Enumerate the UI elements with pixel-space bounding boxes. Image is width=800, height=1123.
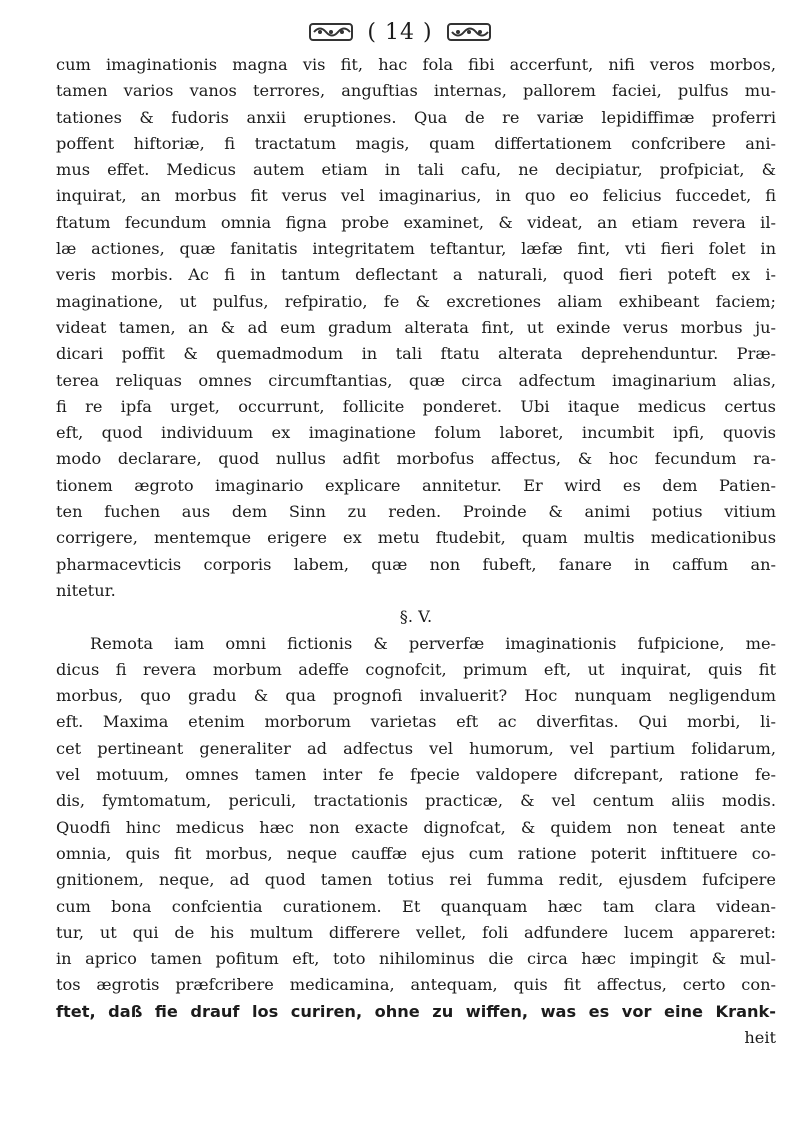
text-line: vel motuum, omnes tamen inter fe fpecie valdopere difcrepant, ratione fe- (56, 765, 776, 785)
text-line: eft, quod individuum ex imaginatione folum laboret, incumbit ipfi, quovis (56, 423, 776, 443)
text-line: veris morbis. Ac fi in tantum deflectant a naturali, quod fieri poteft ex i- (56, 265, 776, 285)
text-line: omnia, quis fit morbus, neque cauffæ ejus cum ratione poterit inftituere co- (56, 843, 776, 863)
ornament-right-icon (447, 21, 491, 43)
text-line: videat tamen, an & ad eum gradum alterata fint, ut exinde verus morbus ju- (56, 317, 776, 337)
text-line: tationes & fudoris anxii eruptiones. Qua de re variæ lepidiffimæ proferri (56, 107, 776, 127)
text-line: pharmacevticis corporis labem, quæ non fubeft, fanare in caffum an- (56, 554, 776, 574)
text-line: ftet, daß fie drauf los curiren, ohne zu wiffen, was es vor eine Krank- (56, 1001, 776, 1021)
text-line: cum imaginationis magna vis fit, hac fola fibi accerfunt, nifi veros morbos, (56, 55, 776, 74)
text-line: læ actiones, quæ fanitatis integritatem teftantur, læfæ fint, vti fieri folet in (56, 239, 776, 259)
text-line: gnitionem, neque, ad quod tamen totius rei fumma redit, ejusdem fufcipere (56, 870, 776, 890)
text-line: morbus, quo gradu & qua prognofi invaluerit? Hoc nunquam negligendum (56, 686, 776, 706)
text-line: dicus fi revera morbum adeffe cognofcit, primum eft, ut inquirat, quis fit (56, 659, 776, 679)
text-line: cet pertineant generaliter ad adfectus vel humorum, vel partium folidarum, (56, 738, 776, 758)
text-line: tamen varios vanos terrores, anguftias internas, pallorem faciei, pulfus mu- (56, 81, 776, 101)
text-line: modo declarare, quod nullus adfit morbofus affectus, & hoc fecundum ra- (56, 449, 776, 469)
text-line: inquirat, an morbus fit verus vel imaginarius, in quo eo felicius fuccedet, fi (56, 186, 776, 206)
text-line: Remota iam omni fictionis & perverfæ imaginationis fufpicione, me- (90, 633, 776, 653)
text-line: terea reliquas omnes circumftantias, quæ circa adfectum imaginarium alias, (56, 370, 776, 390)
page-header (0, 10, 800, 54)
text-line: ten fuchen aus dem Sinn zu reden. Proinde & animi potius vitium (56, 502, 776, 522)
text-line: eft. Maxima etenim morborum varietas eft ac diverfitas. Qui morbi, li- (56, 712, 776, 732)
text-line: maginatione, ut pulfus, refpiratio, fe & excretiones aliam exhibeant faciem; (56, 291, 776, 311)
text-line: tur, ut qui de his multum differere vellet, foli adfundere lucem appareret: (56, 922, 776, 942)
section-heading: §. V. (399, 607, 433, 627)
body-text (56, 52, 776, 1051)
text-line: in aprico tamen pofitum eft, toto nihilominus die circa hæc impingit & mul- (56, 949, 776, 969)
page-number: ( 14 ) (367, 19, 433, 45)
text-line: tionem ægroto imaginario explicare annitetur. Er wird es dem Patien- (56, 475, 776, 495)
text-line: mus effet. Medicus autem etiam in tali cafu, ne decipiatur, profpiciat, & (56, 160, 776, 180)
text-line: corrigere, mentemque erigere ex metu ftudebit, quam multis medicationibus (56, 528, 776, 548)
text-line: Quodfi hinc medicus hæc non exacte dignofcat, & quidem non teneat ante (56, 817, 776, 837)
catchword: heit (744, 1027, 776, 1047)
text-line: tos ægrotis præfcribere medicamina, antequam, quis fit affectus, certo con- (56, 975, 776, 995)
text-line: dis, fymtomatum, periculi, tractationis practicæ, & vel centum aliis modis. (56, 791, 776, 811)
text-line: fi re ipfa urget, occurrunt, follicite ponderet. Ubi itaque medicus certus (56, 396, 776, 416)
ornament-left-icon (309, 21, 353, 43)
text-line: poffent hiftoriæ, fi tractatum magis, quam differtationem confcribere ani- (56, 133, 776, 153)
text-line: cum bona confcientia curationem. Et quanquam hæc tam clara videan- (56, 896, 776, 916)
text-line: dicari poffit & quemadmodum in tali ftatu alterata deprehenduntur. Præ- (56, 344, 776, 364)
text-line: nitetur. (56, 580, 116, 600)
text-line: ftatum fecundum omnia figna probe examinet, & videat, an etiam revera il- (56, 212, 776, 232)
